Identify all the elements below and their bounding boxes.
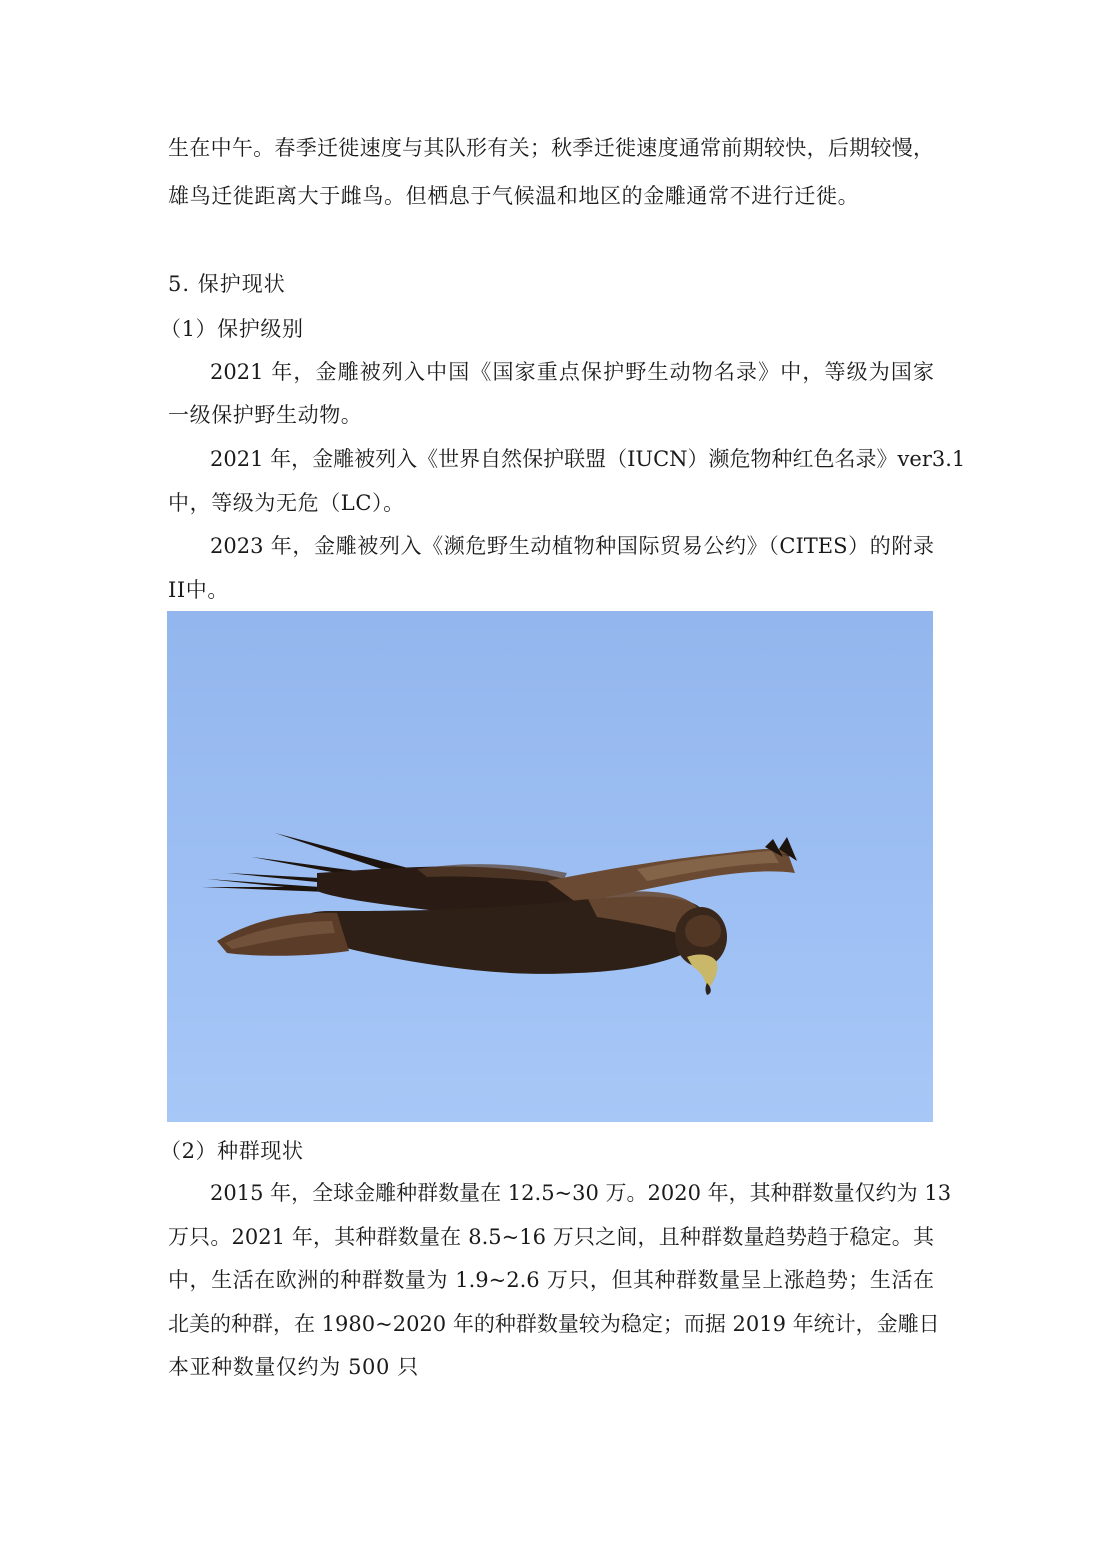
body-text-line: 中，等级为无危（LC）。 (168, 491, 405, 515)
body-text-line: 中，生活在欧洲的种群数量为 1.9~2.6 万只，但其种群数量呈上涨趋势；生活在 (168, 1268, 934, 1292)
body-text-line: 2023 年，金雕被列入《濒危野生动植物种国际贸易公约》（CITES）的附录 (210, 534, 934, 558)
subsection-heading: （2）种群现状 (160, 1139, 304, 1163)
eagle-beak (687, 955, 717, 991)
subsection-heading: （1）保护级别 (160, 317, 304, 341)
golden-eagle-illustration (167, 611, 933, 1122)
body-text-line: 本亚种数量仅约为 500 只 (168, 1355, 419, 1379)
body-text-line: 2015 年，全球金雕种群数量在 12.5~30 万。2020 年，其种群数量仅约为 13 (210, 1181, 952, 1205)
body-text-line: 2021 年，金雕被列入中国《国家重点保护野生动物名录》中，等级为国家 (210, 360, 934, 384)
body-text-line: 一级保护野生动物。 (168, 403, 363, 427)
body-text-line: 北美的种群，在 1980~2020 年的种群数量较为稳定；而据 2019 年统计，金雕日 (168, 1312, 940, 1336)
body-text-line: 雄鸟迁徙距离大于雌鸟。但栖息于气候温和地区的金雕通常不进行迁徙。 (168, 184, 860, 208)
body-text-line: 生在中午。春季迁徙速度与其队形有关；秋季迁徙速度通常前期较快，后期较慢， (168, 136, 934, 160)
body-text-line: 2021 年，金雕被列入《世界自然保护联盟（IUCN）濒危物种红色名录》ver3.1 (210, 447, 966, 471)
section-title: 5. 保护现状 (168, 272, 286, 296)
body-text-line: II中。 (168, 578, 229, 602)
golden-eagle-photo (167, 611, 933, 1122)
body-text-line: 万只。2021 年，其种群数量在 8.5~16 万只之间，且种群数量趋势趋于稳定。其 (168, 1225, 934, 1249)
